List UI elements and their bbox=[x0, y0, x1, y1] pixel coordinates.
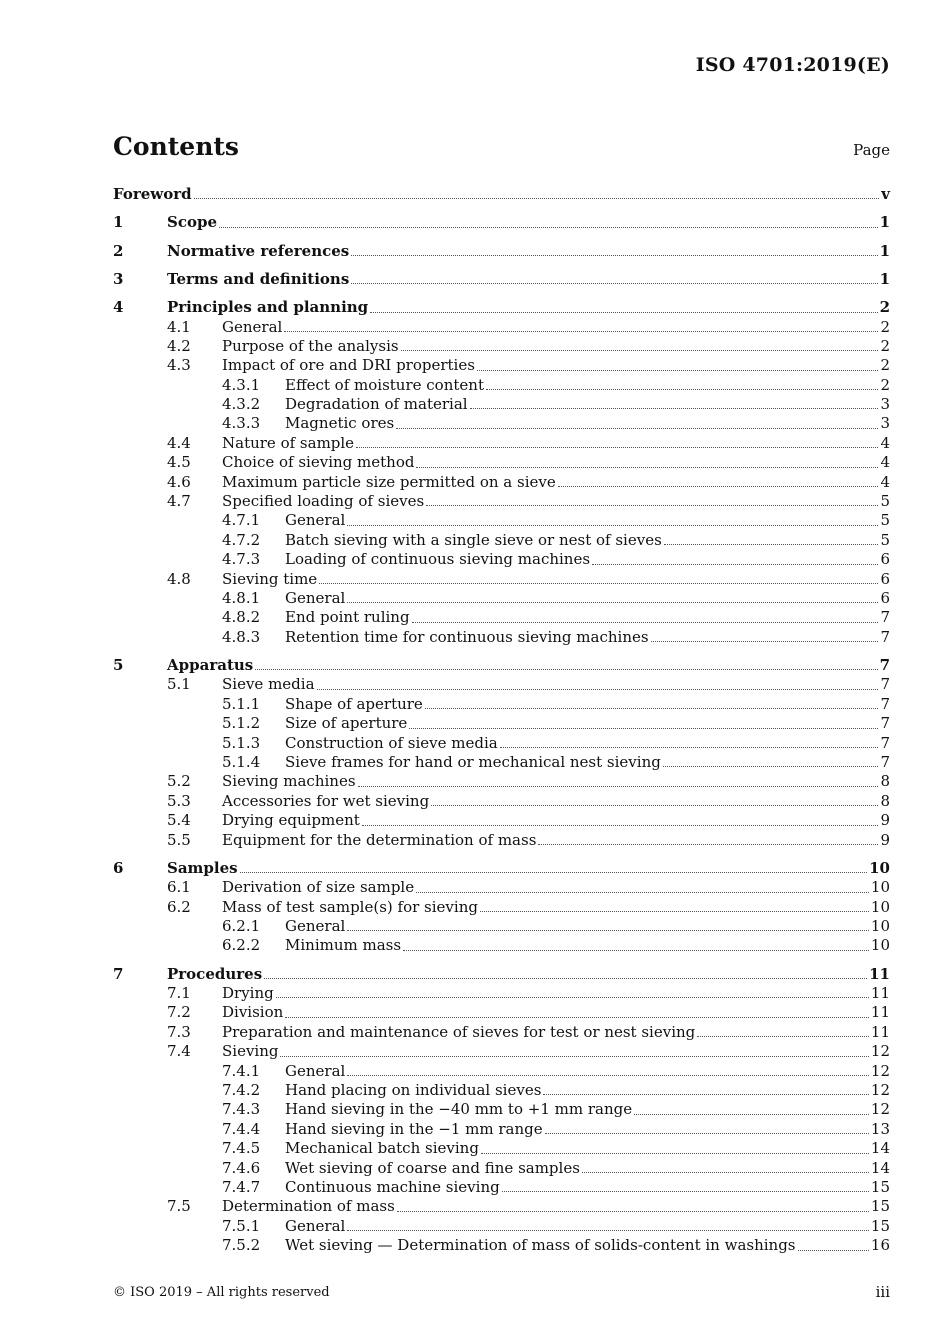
toc-entry-title: Effect of moisture content bbox=[285, 375, 484, 394]
toc-entry[interactable] bbox=[113, 753, 890, 772]
toc-entry-number: 5.1.1 bbox=[222, 694, 261, 713]
toc-entry-page: 2 bbox=[879, 298, 890, 317]
toc-entry-page: 1 bbox=[879, 269, 890, 288]
toc-entry-title: Wet sieving of coarse and fine samples bbox=[285, 1158, 580, 1177]
toc-entry-page: 12 bbox=[870, 1061, 890, 1080]
toc-entry-number: 4 bbox=[113, 298, 124, 317]
toc-entry[interactable] bbox=[113, 1159, 890, 1178]
toc-entry-title: Minimum mass bbox=[285, 936, 402, 955]
toc-entry[interactable] bbox=[113, 714, 890, 733]
toc-entry-title: Batch sieving with a single sieve or nest of sieves bbox=[285, 530, 662, 549]
toc-entry-title: Procedures bbox=[167, 964, 263, 983]
toc-entry-page: 10 bbox=[869, 858, 890, 877]
toc-dot-leader bbox=[470, 407, 879, 409]
toc-entry-number: 4.8.2 bbox=[222, 608, 261, 627]
toc-entry-title: Magnetic ores bbox=[285, 414, 395, 433]
toc-entry[interactable] bbox=[113, 492, 890, 511]
toc-entry-number: 7.4.1 bbox=[222, 1061, 261, 1080]
toc-entry-title: Hand sieving in the −40 mm to +1 mm range bbox=[285, 1100, 633, 1119]
toc-entry-page: 10 bbox=[870, 897, 890, 916]
toc-entry-title: General bbox=[285, 511, 346, 530]
toc-entry[interactable] bbox=[113, 772, 890, 791]
toc-entry-title: Retention time for continuous sieving machines bbox=[285, 627, 649, 646]
toc-entry[interactable] bbox=[113, 1178, 890, 1197]
toc-entry-title: Accessories for wet sieving bbox=[222, 791, 430, 810]
toc-dot-leader bbox=[280, 1055, 868, 1057]
toc-entry-title: General bbox=[285, 917, 346, 936]
toc-entry-title: Wet sieving — Determination of mass of solids-content in washings bbox=[285, 1236, 796, 1255]
toc-dot-leader bbox=[502, 1190, 869, 1192]
toc-entry-number: 5.4 bbox=[167, 811, 191, 830]
toc-entry[interactable] bbox=[113, 376, 890, 395]
toc-entry-number: 7.4 bbox=[167, 1042, 191, 1061]
toc-entry-page: v bbox=[881, 185, 890, 203]
toc-entry-number: 6.1 bbox=[167, 878, 191, 897]
toc-entry[interactable] bbox=[113, 917, 890, 936]
toc-entry-page: 7 bbox=[880, 627, 890, 646]
toc-entry[interactable] bbox=[113, 589, 890, 608]
toc-entry-page: 13 bbox=[870, 1119, 890, 1138]
toc-entry-title: End point ruling bbox=[285, 608, 410, 627]
toc-entry[interactable] bbox=[113, 395, 890, 414]
toc-entry-number: 4.3.2 bbox=[222, 395, 261, 414]
toc-dot-leader bbox=[416, 466, 878, 468]
toc-entry-number: 7.5.1 bbox=[222, 1216, 261, 1235]
toc-entry[interactable] bbox=[113, 811, 890, 830]
toc-entry[interactable] bbox=[113, 656, 890, 675]
toc-entry-page: 5 bbox=[880, 530, 890, 549]
toc-dot-leader bbox=[351, 282, 877, 284]
toc-entry-number: 7.4.7 bbox=[222, 1177, 261, 1196]
toc-dot-leader bbox=[538, 843, 878, 845]
toc-entry-page: 7 bbox=[880, 608, 890, 627]
toc-dot-leader bbox=[351, 254, 877, 256]
toc-entry-number: 5.5 bbox=[167, 830, 191, 849]
toc-entry-number: 4.2 bbox=[167, 336, 191, 355]
toc-entry[interactable] bbox=[113, 1003, 890, 1022]
toc-entry[interactable] bbox=[113, 878, 890, 897]
toc-entry-page: 2 bbox=[880, 317, 890, 336]
toc-entry-page: 4 bbox=[880, 472, 890, 491]
toc-entry-title: Foreword bbox=[113, 185, 192, 203]
toc-entry-title: Impact of ore and DRI properties bbox=[222, 356, 475, 375]
toc-dot-leader bbox=[481, 1152, 869, 1154]
toc-entry-number: 4.4 bbox=[167, 433, 191, 452]
toc-entry-number: 7.4.3 bbox=[222, 1100, 261, 1119]
toc-dot-leader bbox=[358, 785, 879, 787]
toc-dot-leader bbox=[347, 929, 869, 931]
toc-entry-page: 9 bbox=[880, 830, 890, 849]
toc-entry-title: Samples bbox=[167, 858, 238, 877]
toc-entry[interactable] bbox=[113, 434, 890, 453]
toc-dot-leader bbox=[409, 727, 878, 729]
toc-entry-title: Loading of continuous sieving machines bbox=[285, 550, 591, 569]
toc-entry-title: Drying bbox=[222, 984, 274, 1003]
toc-entry[interactable] bbox=[113, 550, 890, 569]
toc-dot-leader bbox=[401, 349, 879, 351]
toc-entry-number: 4.6 bbox=[167, 472, 191, 491]
toc-entry[interactable] bbox=[113, 570, 890, 589]
toc-entry-number: 3 bbox=[113, 269, 124, 288]
toc-entry-number: 7.4.4 bbox=[222, 1119, 261, 1138]
toc-entry[interactable] bbox=[113, 1081, 890, 1100]
toc-dot-leader bbox=[285, 1016, 869, 1018]
toc-dot-leader bbox=[403, 949, 869, 951]
toc-entry-page: 5 bbox=[880, 511, 890, 530]
toc-entry-page: 1 bbox=[879, 213, 890, 232]
toc-entry-page: 11 bbox=[870, 1003, 890, 1022]
toc-entry-title: Division bbox=[222, 1003, 284, 1022]
toc-entry-title: Scope bbox=[167, 213, 218, 232]
toc-entry-page: 6 bbox=[880, 588, 890, 607]
toc-entry-page: 8 bbox=[880, 791, 890, 810]
toc-entry-number: 7.4.5 bbox=[222, 1139, 261, 1158]
toc-entry[interactable] bbox=[113, 318, 890, 337]
toc-entry-page: 7 bbox=[880, 675, 890, 694]
toc-entry[interactable] bbox=[113, 1120, 890, 1139]
toc-dot-leader bbox=[477, 369, 879, 371]
toc-entry-title: Choice of sieving method bbox=[222, 453, 415, 472]
toc-entry-page: 7 bbox=[880, 714, 890, 733]
toc-entry-page: 4 bbox=[880, 453, 890, 472]
toc-entry-page: 12 bbox=[870, 1042, 890, 1061]
toc-entry[interactable] bbox=[113, 1042, 890, 1061]
toc-entry[interactable] bbox=[113, 1217, 890, 1236]
toc-entry[interactable] bbox=[113, 936, 890, 955]
toc-entry-number: 6.2.2 bbox=[222, 936, 261, 955]
toc-entry-number: 7 bbox=[113, 964, 124, 983]
footer-page-number: iii bbox=[875, 1283, 890, 1301]
toc-entry-number: 6 bbox=[113, 858, 124, 877]
toc-entry-page: 10 bbox=[870, 878, 890, 897]
page-column-label: Page bbox=[853, 141, 890, 159]
toc-entry-title: Apparatus bbox=[167, 656, 254, 675]
toc-dot-leader bbox=[634, 1113, 869, 1115]
toc-dot-leader bbox=[347, 524, 878, 526]
toc-entry-title: Hand placing on individual sieves bbox=[285, 1081, 542, 1100]
toc-dot-leader bbox=[412, 621, 879, 623]
toc-dot-leader bbox=[356, 446, 878, 448]
toc-entry-page: 15 bbox=[870, 1197, 890, 1216]
toc-dot-leader bbox=[397, 1210, 869, 1212]
toc-entry-title: General bbox=[285, 588, 346, 607]
toc-entry[interactable] bbox=[113, 628, 890, 647]
toc-entry[interactable] bbox=[113, 531, 890, 550]
toc-entry-number: 4.7 bbox=[167, 492, 191, 511]
toc-entry-number: 5.1.2 bbox=[222, 714, 261, 733]
toc-entry-number: 5.1.4 bbox=[222, 753, 261, 771]
toc-entry[interactable] bbox=[113, 734, 890, 753]
toc-entry-page: 7 bbox=[879, 656, 890, 675]
toc-entry[interactable] bbox=[113, 337, 890, 356]
toc-entry[interactable] bbox=[113, 270, 890, 289]
toc-dot-leader bbox=[697, 1035, 869, 1037]
toc-dot-leader bbox=[425, 707, 879, 709]
toc-entry[interactable] bbox=[113, 298, 890, 317]
toc-dot-leader bbox=[347, 601, 878, 603]
toc-entry-number: 4.7.2 bbox=[222, 530, 261, 549]
toc-entry-number: 4.7.3 bbox=[222, 550, 261, 569]
toc-entry-page: 14 bbox=[870, 1158, 890, 1177]
toc-entry-number: 4.3.3 bbox=[222, 414, 261, 433]
toc-entry[interactable] bbox=[113, 984, 890, 1003]
toc-entry-page: 16 bbox=[870, 1236, 890, 1255]
toc-dot-leader bbox=[486, 388, 878, 390]
table-of-contents bbox=[113, 185, 890, 1256]
toc-entry-title: Equipment for the determination of mass bbox=[222, 830, 537, 849]
toc-entry-page: 15 bbox=[870, 1177, 890, 1196]
toc-entry-title: Determination of mass bbox=[222, 1197, 395, 1216]
toc-entry-title: Nature of sample bbox=[222, 433, 355, 452]
toc-entry[interactable] bbox=[113, 213, 890, 232]
toc-entry-page: 2 bbox=[880, 336, 890, 355]
toc-entry-title: Sieve frames for hand or mechanical nest sieving bbox=[285, 753, 661, 771]
toc-entry-number: 7.1 bbox=[167, 984, 191, 1003]
toc-dot-leader bbox=[362, 824, 879, 826]
toc-entry[interactable] bbox=[113, 511, 890, 530]
toc-dot-leader bbox=[194, 197, 880, 199]
toc-entry-page: 15 bbox=[870, 1216, 890, 1235]
toc-entry-number: 7.2 bbox=[167, 1003, 191, 1022]
toc-entry-page: 6 bbox=[880, 550, 890, 569]
toc-entry-page: 7 bbox=[880, 694, 890, 713]
toc-entry[interactable] bbox=[113, 1100, 890, 1119]
toc-entry-title: Purpose of the analysis bbox=[222, 336, 399, 355]
toc-entry-page: 1 bbox=[879, 241, 890, 260]
toc-dot-leader bbox=[347, 1074, 869, 1076]
toc-entry-number: 4.8 bbox=[167, 569, 191, 588]
toc-dot-leader bbox=[370, 311, 877, 313]
toc-entry-number: 5 bbox=[113, 656, 124, 675]
toc-dot-leader bbox=[543, 1093, 869, 1095]
toc-entry-title: Normative references bbox=[167, 241, 350, 260]
toc-entry-title: Drying equipment bbox=[222, 811, 360, 830]
toc-entry-title: Terms and definitions bbox=[167, 269, 350, 288]
toc-entry-title: Degradation of material bbox=[285, 395, 468, 414]
toc-entry-page: 12 bbox=[870, 1100, 890, 1119]
toc-entry-title: Hand sieving in the −1 mm range bbox=[285, 1119, 543, 1138]
toc-entry[interactable] bbox=[113, 1023, 890, 1042]
toc-entry[interactable] bbox=[113, 965, 890, 984]
toc-entry-title: Mass of test sample(s) for sieving bbox=[222, 897, 478, 916]
toc-dot-leader bbox=[582, 1171, 869, 1173]
toc-entry-page: 11 bbox=[870, 1022, 890, 1041]
toc-dot-leader bbox=[431, 804, 878, 806]
toc-dot-leader bbox=[480, 910, 869, 912]
toc-entry-title: Sieve media bbox=[222, 675, 315, 694]
toc-dot-leader bbox=[592, 563, 878, 565]
toc-entry-number: 7.5 bbox=[167, 1197, 191, 1216]
toc-dot-leader bbox=[426, 504, 878, 506]
toc-entry-number: 5.2 bbox=[167, 772, 191, 791]
toc-entry-title: Preparation and maintenance of sieves for test or nest sieving bbox=[222, 1022, 696, 1041]
toc-entry-title: General bbox=[285, 1061, 346, 1080]
toc-dot-leader bbox=[416, 891, 869, 893]
toc-dot-leader bbox=[219, 226, 878, 228]
toc-entry[interactable] bbox=[113, 831, 890, 850]
toc-dot-leader bbox=[664, 543, 879, 545]
toc-entry-page: 11 bbox=[870, 984, 890, 1003]
toc-entry-number: 4.7.1 bbox=[222, 511, 261, 530]
toc-entry-number: 1 bbox=[113, 213, 124, 232]
toc-entry-title: General bbox=[285, 1216, 346, 1235]
toc-dot-leader bbox=[317, 688, 879, 690]
toc-entry-page: 8 bbox=[880, 772, 890, 791]
toc-entry-number: 4.5 bbox=[167, 453, 191, 472]
toc-entry-number: 6.2.1 bbox=[222, 917, 261, 936]
toc-entry-number: 7.4.2 bbox=[222, 1081, 261, 1100]
toc-entry-page: 7 bbox=[880, 733, 890, 752]
toc-entry[interactable] bbox=[113, 1062, 890, 1081]
toc-entry[interactable] bbox=[113, 414, 890, 433]
toc-entry-page: 3 bbox=[880, 414, 890, 433]
toc-entry-number: 4.8.3 bbox=[222, 627, 261, 646]
toc-entry-title: Shape of aperture bbox=[285, 694, 423, 713]
toc-entry[interactable] bbox=[113, 185, 890, 204]
toc-entry[interactable] bbox=[113, 453, 890, 472]
footer-copyright: © ISO 2019 – All rights reserved bbox=[113, 1285, 330, 1300]
toc-dot-leader bbox=[319, 582, 878, 584]
toc-entry-page: 2 bbox=[880, 356, 890, 375]
toc-dot-leader bbox=[545, 1132, 869, 1134]
toc-entry-title: Maximum particle size permitted on a sieve bbox=[222, 472, 556, 491]
toc-entry[interactable] bbox=[113, 1197, 890, 1216]
toc-entry-number: 5.1.3 bbox=[222, 733, 261, 752]
toc-entry-title: Sieving bbox=[222, 1042, 279, 1061]
toc-entry[interactable] bbox=[113, 473, 890, 492]
toc-entry-page: 14 bbox=[870, 1139, 890, 1158]
toc-entry-title: Specified loading of sieves bbox=[222, 492, 425, 511]
toc-dot-leader bbox=[500, 746, 879, 748]
toc-entry[interactable] bbox=[113, 242, 890, 261]
toc-entry-page: 5 bbox=[880, 492, 890, 511]
toc-entry-title: Derivation of size sample bbox=[222, 878, 415, 897]
toc-entry-title: Mechanical batch sieving bbox=[285, 1139, 479, 1158]
toc-entry-page: 2 bbox=[880, 375, 890, 394]
toc-entry-title: Continuous machine sieving bbox=[285, 1177, 500, 1196]
toc-entry-number: 7.5.2 bbox=[222, 1236, 261, 1255]
toc-entry-title: Principles and planning bbox=[167, 298, 369, 317]
toc-entry-number: 5.3 bbox=[167, 791, 191, 810]
toc-entry-number: 4.8.1 bbox=[222, 588, 261, 607]
toc-entry-page: 7 bbox=[880, 753, 890, 771]
toc-entry-number: 4.1 bbox=[167, 317, 191, 336]
toc-entry-page: 12 bbox=[870, 1081, 890, 1100]
toc-entry-page: 11 bbox=[869, 964, 890, 983]
toc-dot-leader bbox=[663, 765, 879, 767]
toc-dot-leader bbox=[276, 996, 869, 998]
toc-entry-page: 6 bbox=[880, 569, 890, 588]
toc-entry-title: Size of aperture bbox=[285, 714, 408, 733]
toc-entry[interactable] bbox=[113, 608, 890, 627]
toc-entry-number: 4.3.1 bbox=[222, 375, 261, 394]
toc-dot-leader bbox=[264, 977, 867, 979]
toc-entry-page: 10 bbox=[870, 917, 890, 936]
toc-entry[interactable] bbox=[113, 859, 890, 878]
toc-dot-leader bbox=[347, 1229, 869, 1231]
toc-dot-leader bbox=[558, 485, 879, 487]
toc-dot-leader bbox=[255, 668, 877, 670]
toc-entry-number: 2 bbox=[113, 241, 124, 260]
toc-entry-title: General bbox=[222, 317, 283, 336]
contents-heading: Contents bbox=[113, 132, 240, 161]
toc-entry-page: 9 bbox=[880, 811, 890, 830]
toc-entry[interactable] bbox=[113, 792, 890, 811]
toc-dot-leader bbox=[798, 1249, 869, 1251]
toc-dot-leader bbox=[651, 640, 879, 642]
toc-entry[interactable] bbox=[113, 898, 890, 917]
toc-entry-page: 4 bbox=[880, 433, 890, 452]
toc-entry-number: 6.2 bbox=[167, 897, 191, 916]
toc-entry[interactable] bbox=[113, 356, 890, 375]
toc-entry[interactable] bbox=[113, 1236, 890, 1255]
toc-entry-number: 4.3 bbox=[167, 356, 191, 375]
toc-dot-leader bbox=[240, 871, 868, 873]
toc-entry-title: Sieving machines bbox=[222, 772, 356, 791]
toc-entry-number: 7.3 bbox=[167, 1022, 191, 1041]
toc-dot-leader bbox=[396, 427, 878, 429]
toc-dot-leader bbox=[284, 330, 878, 332]
document-id: ISO 4701:2019(E) bbox=[695, 54, 890, 76]
toc-entry[interactable] bbox=[113, 1139, 890, 1158]
toc-entry-page: 3 bbox=[880, 395, 890, 414]
toc-entry[interactable] bbox=[113, 675, 890, 694]
toc-entry-number: 5.1 bbox=[167, 675, 191, 694]
toc-entry-number: 7.4.6 bbox=[222, 1158, 261, 1177]
toc-entry-title: Sieving time bbox=[222, 569, 318, 588]
toc-entry-page: 10 bbox=[870, 936, 890, 955]
toc-entry-title: Construction of sieve media bbox=[285, 733, 498, 752]
toc-entry[interactable] bbox=[113, 695, 890, 714]
